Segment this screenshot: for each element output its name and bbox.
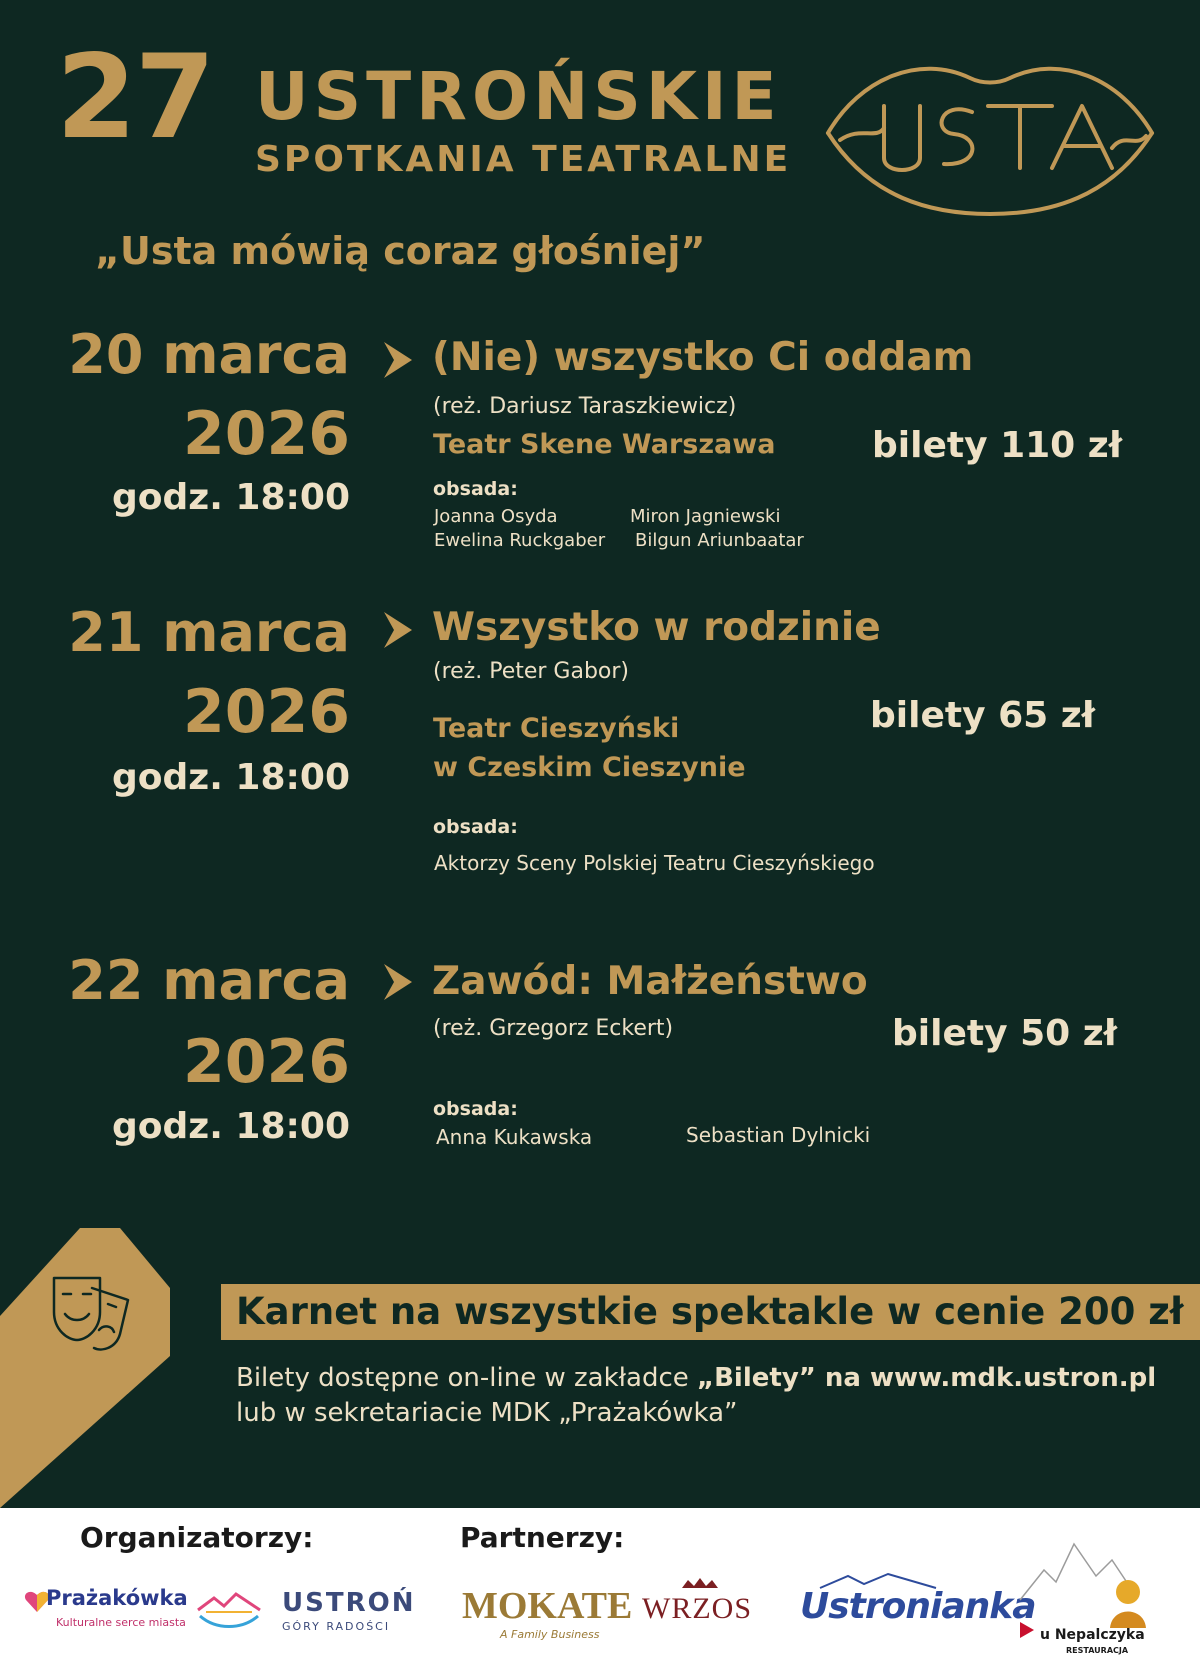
cast-label: obsada: bbox=[433, 1098, 518, 1120]
tickets-info bbox=[236, 1361, 1156, 1431]
usta-lips-logo bbox=[820, 48, 1160, 218]
wrzos-crown-icon bbox=[680, 1576, 720, 1590]
event-title: (Nie) wszystko Ci oddam bbox=[432, 335, 974, 380]
event-director: (reż. Grzegorz Eckert) bbox=[433, 1016, 674, 1041]
event-price: bilety 50 zł bbox=[892, 1013, 1118, 1054]
chevron-right-icon bbox=[380, 610, 416, 650]
nepal-flag-icon bbox=[1020, 1622, 1034, 1638]
event-price: bilety 110 zł bbox=[872, 425, 1123, 466]
cast-member: Anna Kukawska bbox=[436, 1125, 593, 1149]
logo-letter-u bbox=[884, 106, 920, 170]
nepalczyka-name: u Nepalczyka bbox=[1040, 1627, 1145, 1643]
event-date-year: 2026 bbox=[183, 399, 350, 469]
lip-line-left bbox=[840, 128, 884, 140]
prazakowka-logo bbox=[24, 1582, 188, 1638]
tickets-info-text: Bilety dostępne on-line w zakładce bbox=[236, 1363, 698, 1393]
organizers-label: Organizatorzy: bbox=[80, 1521, 314, 1554]
event-director: (reż. Peter Gabor) bbox=[433, 659, 630, 684]
event-date-day: 22 marca bbox=[68, 949, 350, 1012]
mokate-tagline: A Family Business bbox=[500, 1628, 600, 1641]
karnet-text: Karnet na wszystkie spektakle w cenie 200 zł bbox=[236, 1290, 1184, 1333]
nepalczyka-tagline: RESTAURACJA bbox=[1066, 1646, 1129, 1655]
cast-label: obsada: bbox=[433, 816, 518, 838]
event-time: godz. 18:00 bbox=[111, 757, 350, 798]
ustron-name: USTROŃ bbox=[282, 1588, 416, 1618]
cast-member: Miron Jagniewski bbox=[630, 506, 781, 527]
tickets-info-line2: lub w sekretariacie MDK „Prażakówka” bbox=[236, 1398, 738, 1429]
cast-member: Bilgun Ariunbaatar bbox=[635, 530, 804, 551]
gold-corner-shape bbox=[0, 1228, 175, 1508]
logo-letter-a bbox=[1052, 106, 1112, 168]
mokate-name: MOKATE bbox=[462, 1585, 633, 1627]
chevron-right-icon bbox=[380, 962, 416, 1002]
event-time: godz. 18:00 bbox=[111, 1106, 350, 1147]
event-director: (reż. Dariusz Taraszkiewicz) bbox=[433, 394, 737, 419]
event-price: bilety 65 zł bbox=[870, 695, 1096, 736]
cast-label: obsada: bbox=[433, 478, 518, 500]
buddha-head bbox=[1116, 1580, 1140, 1604]
festival-title: USTROŃSKIE bbox=[255, 58, 782, 135]
event-theatre-line1: Teatr Cieszyński bbox=[433, 713, 680, 744]
event-theatre: Teatr Skene Warszawa bbox=[433, 429, 776, 460]
ustronianka-name: Ustronianka bbox=[800, 1586, 1036, 1627]
buddha-body bbox=[1110, 1612, 1146, 1629]
wrzos-name: WRZOS bbox=[642, 1592, 752, 1625]
prazakowka-name: Prażakówka bbox=[46, 1586, 188, 1610]
event-date-day: 20 marca bbox=[68, 323, 350, 386]
ustron-mountains-icon bbox=[194, 1590, 264, 1632]
event-theatre-line2: w Czeskim Cieszynie bbox=[433, 752, 746, 783]
nepalczyka-logo-art bbox=[1016, 1530, 1156, 1640]
logo-letter-s bbox=[942, 109, 973, 164]
ustron-tagline: GÓRY RADOŚCI bbox=[282, 1620, 391, 1633]
cast-member: Aktorzy Sceny Polskiej Teatru Cieszyńskiego bbox=[434, 851, 875, 875]
event-title: Zawód: Małżeństwo bbox=[432, 959, 868, 1004]
cast-member: Sebastian Dylnicki bbox=[686, 1123, 871, 1147]
upper-lip-outline bbox=[828, 69, 1152, 133]
prazakowka-tagline: Kulturalne serce miasta bbox=[56, 1616, 186, 1629]
event-date-year: 2026 bbox=[183, 677, 350, 747]
logo-letter-t bbox=[988, 106, 1052, 168]
festival-subtitle: SPOTKANIA TEATRALNE bbox=[255, 139, 792, 180]
lower-lip-outline bbox=[828, 133, 1152, 214]
event-date-year: 2026 bbox=[183, 1027, 350, 1097]
cast-member: Joanna Osyda bbox=[434, 506, 558, 527]
cast-member: Ewelina Ruckgaber bbox=[434, 530, 606, 551]
tickets-info-line1 bbox=[236, 1361, 1156, 1396]
edition-number: 27 bbox=[56, 30, 214, 165]
event-title: Wszystko w rodzinie bbox=[432, 605, 881, 650]
tickets-link[interactable]: „Bilety” na www.mdk.ustron.pl bbox=[697, 1363, 1157, 1393]
festival-slogan: „Usta mówią coraz głośniej” bbox=[95, 229, 706, 273]
partners-label: Partnerzy: bbox=[460, 1521, 625, 1554]
event-date-day: 21 marca bbox=[68, 601, 350, 664]
event-time: godz. 18:00 bbox=[111, 477, 350, 518]
chevron-right-icon bbox=[380, 340, 416, 380]
